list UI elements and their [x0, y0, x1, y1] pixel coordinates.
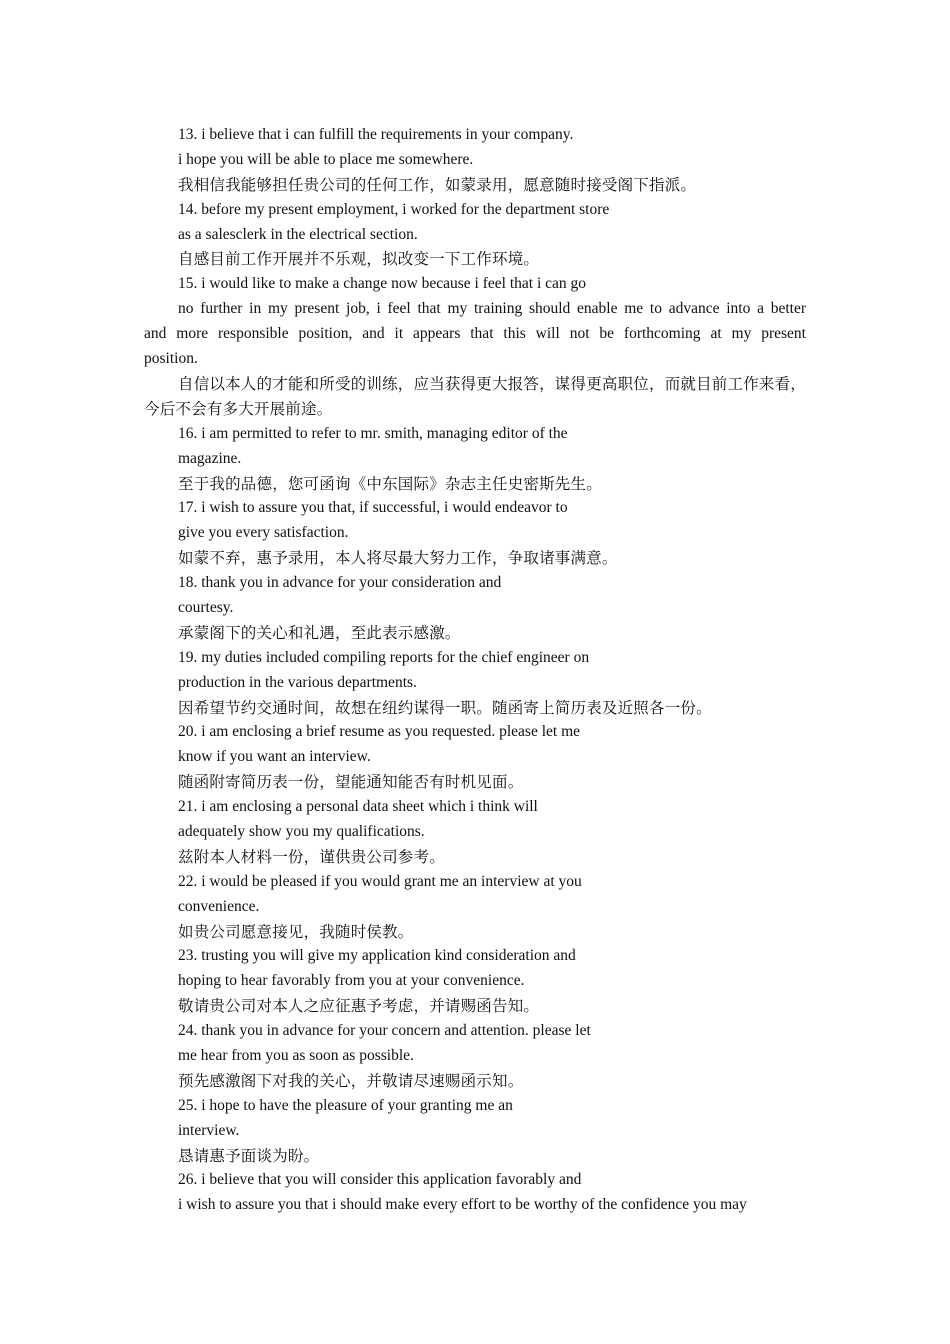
text-line: 19. my duties included compiling reports for the chief engineer on — [178, 648, 590, 666]
text-line: 26. i believe that you will consider this application favorably and — [178, 1171, 582, 1189]
text-line: 预先感激阁下对我的关心，并敬请尽速赐函示知。 — [178, 1071, 524, 1090]
text-line: 25. i hope to have the pleasure of your granting me an — [178, 1096, 513, 1114]
text-line: adequately show you my qualifications. — [178, 822, 425, 840]
text-line: position. — [144, 350, 198, 368]
text-line: courtesy. — [178, 598, 234, 616]
text-line: know if you want an interview. — [178, 748, 371, 766]
text-line: 我相信我能够担任贵公司的任何工作，如蒙录用，愿意随时接受阁下指派。 — [178, 175, 697, 194]
text-line: me hear from you as soon as possible. — [178, 1046, 414, 1064]
text-line: 因希望节约交通时间，故想在纽约谋得一职。随函寄上简历表及近照各一份。 — [178, 698, 712, 717]
text-line: 承蒙阁下的关心和礼遇，至此表示感激。 — [178, 623, 461, 642]
text-line: interview. — [178, 1121, 240, 1139]
text-line: convenience. — [178, 897, 260, 915]
document-body — [144, 123, 806, 1218]
text-line: as a salesclerk in the electrical section. — [178, 225, 418, 243]
text-line: 兹附本人材料一份，谨供贵公司参考。 — [178, 847, 445, 866]
text-line: 自感目前工作开展并不乐观，拟改变一下工作环境。 — [178, 250, 540, 269]
text-line: and more responsible position, and it appears that this will not be forthcoming at my present — [144, 325, 806, 343]
text-line: no further in my present job, i feel that my training should enable me to advance into a better — [178, 300, 806, 318]
text-line: give you every satisfaction. — [178, 524, 349, 542]
text-line: 16. i am permitted to refer to mr. smith, managing editor of the — [178, 424, 568, 442]
text-line: magazine. — [178, 449, 242, 467]
text-line: 敬请贵公司对本人之应征惠予考虑，并请赐函告知。 — [178, 997, 540, 1016]
text-paragraph: 自信以本人的才能和所受的训练，应当获得更大报答，谋得更高职位，而就目前工作来看，今后不会有多大开展前途。 — [144, 374, 807, 418]
text-line: 如蒙不弃，惠予录用，本人将尽最大努力工作，争取诸事满意。 — [178, 549, 618, 568]
text-line: 17. i wish to assure you that, if successful, i would endeavor to — [178, 499, 568, 517]
text-line: 14. before my present employment, i worked for the department store — [178, 200, 610, 218]
text-line: 15. i would like to make a change now because i feel that i can go — [178, 275, 587, 293]
text-line: 24. thank you in advance for your concern and attention. please let — [178, 1022, 591, 1040]
text-line: i hope you will be able to place me somewhere. — [178, 150, 474, 168]
text-line: 22. i would be pleased if you would grant me an interview at you — [178, 872, 582, 890]
text-line: 恳请惠予面谈为盼。 — [178, 1146, 320, 1165]
text-line: i wish to assure you that i should make every effort to be worthy of the confidence you may — [178, 1196, 747, 1214]
text-line: 如贵公司愿意接见，我随时侯教。 — [178, 922, 414, 941]
text-line: 21. i am enclosing a personal data sheet which i think will — [178, 798, 538, 816]
text-line: 18. thank you in advance for your consideration and — [178, 574, 502, 592]
text-line: production in the various departments. — [178, 673, 417, 691]
text-line: 20. i am enclosing a brief resume as you requested. please let me — [178, 723, 581, 741]
text-line: hoping to hear favorably from you at your convenience. — [178, 972, 525, 990]
text-line: 13. i believe that i can fulfill the requirements in your company. — [178, 126, 574, 143]
text-line: 随函附寄简历表一份，望能通知能否有时机见面。 — [178, 773, 524, 792]
text-line: 23. trusting you will give my application kind consideration and — [178, 947, 576, 965]
text-line: 至于我的品德，您可函询《中东国际》杂志主任史密斯先生。 — [178, 474, 602, 493]
